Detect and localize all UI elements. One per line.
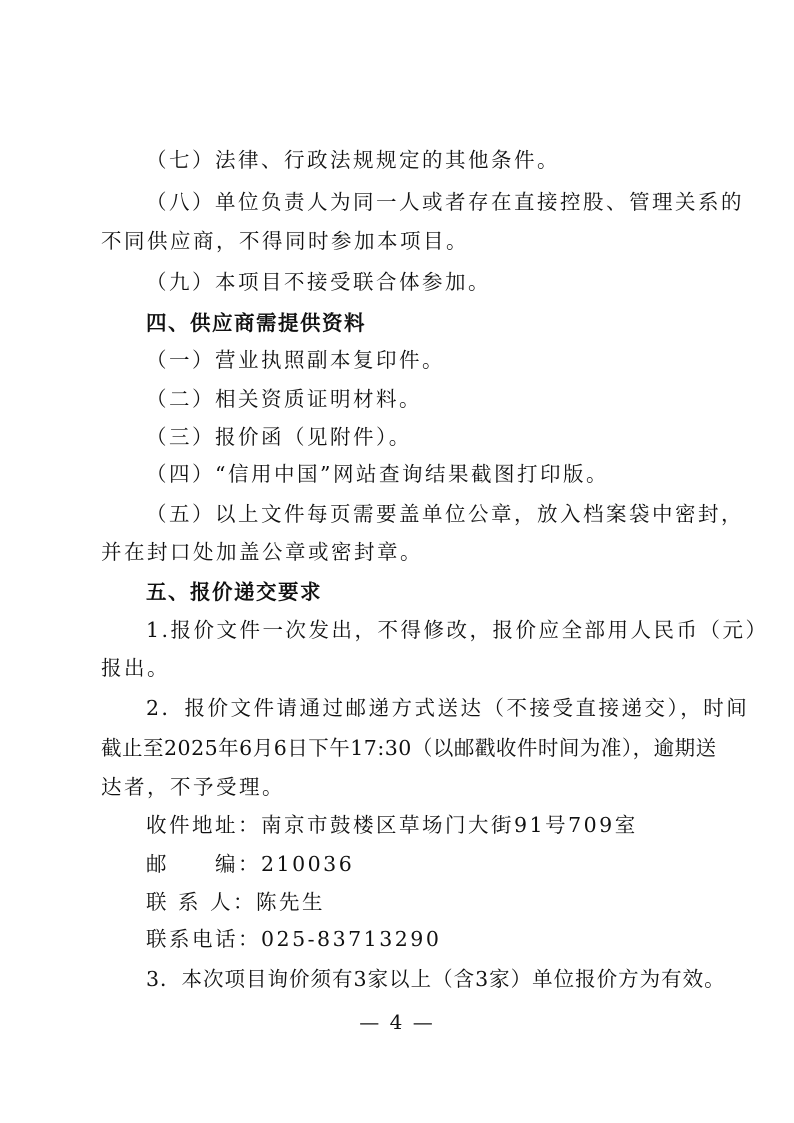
paragraph-line: （八）单位负责人为同一人或者存在直接控股、管理关系的	[146, 190, 744, 214]
paragraph-line: 3．本次项目询价须有3家以上（含3家）单位报价方为有效。	[146, 967, 726, 991]
contact-phone: 联系电话：025-83713290	[146, 927, 442, 951]
paragraph-line: （九）本项目不接受联合体参加。	[146, 270, 491, 294]
paragraph-line: （二）相关资质证明材料。	[146, 387, 422, 411]
paragraph-line: （四）“信用中国”网站查询结果截图打印版。	[146, 462, 609, 486]
paragraph-line: （五）以上文件每页需要盖单位公章，放入档案袋中密封，	[146, 502, 744, 526]
contact-person: 联 系 人：陈先生	[146, 890, 326, 914]
paragraph-line: 并在封口处加盖公章或密封章。	[101, 540, 423, 564]
paragraph-line: 2．报价文件请通过邮递方式送达（不接受直接递交），时间	[146, 696, 750, 720]
paragraph-line: （三）报价函（见附件）。	[146, 425, 412, 449]
paragraph-line: 达者，不予受理。	[101, 775, 285, 799]
page-number: — 4 —	[359, 1010, 435, 1034]
section-heading: 四、供应商需提供资料	[146, 311, 366, 335]
contact-postcode: 邮 编：210036	[146, 852, 355, 876]
paragraph-line: 1.报价文件一次发出，不得修改，报价应全部用人民币（元）	[146, 618, 769, 642]
paragraph-line: 截止至2025年6月6日下午17:30（以邮戳收件时间为准），逾期送	[101, 736, 717, 760]
paragraph-line: 报出。	[101, 656, 170, 680]
section-heading: 五、报价递交要求	[146, 580, 322, 604]
contact-address: 收件地址：南京市鼓楼区草场门大街91号709室	[146, 813, 638, 837]
paragraph-line: （一）营业执照副本复印件。	[146, 348, 445, 372]
paragraph-line: 不同供应商，不得同时参加本项目。	[101, 229, 469, 253]
paragraph-line: （七）法律、行政法规规定的其他条件。	[146, 148, 560, 172]
